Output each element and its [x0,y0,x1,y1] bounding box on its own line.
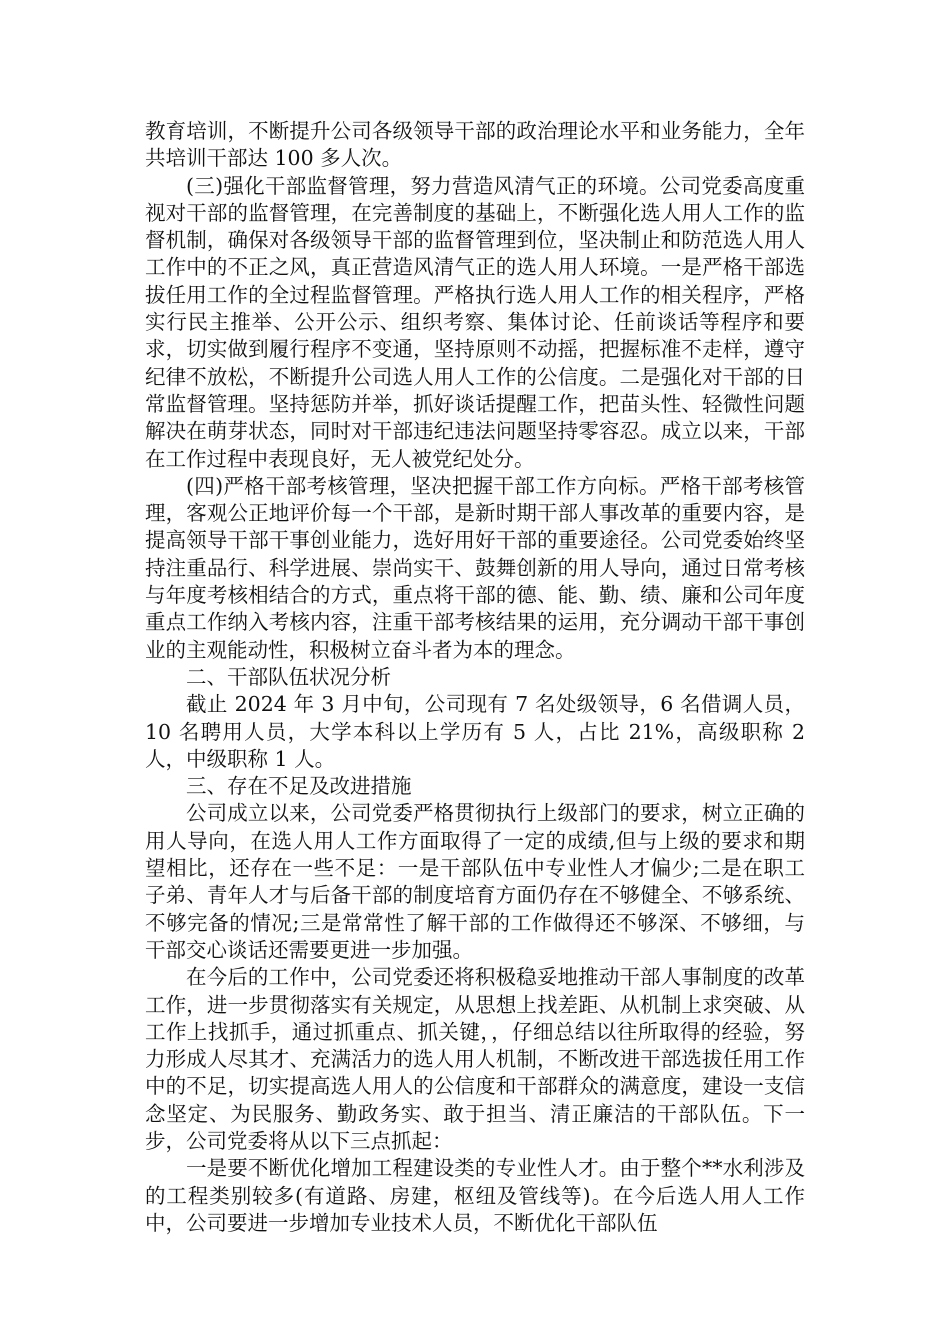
section-heading-team-analysis: 二、干部队伍状况分析 [186,664,391,689]
paragraph-training: 教育培训，不断提升公司各级领导干部的政治理论水平和业务能力，全年共培训干部达 100 多人次。 [145,119,805,171]
paragraph-team-stats: 截止 2024 年 3 月中旬，公司现有 7 名处级领导，6 名借调人员，10 名聘用人员，大学本科以上学历有 5 人，占比 21%，高级职称 2 人，中级职称 1 人。 [145,692,805,771]
paragraph-assessment: (四)严格干部考核管理，坚决把握干部工作方向标。严格干部考核管理，客观公正地评价每一个干部，是新时期干部人事改革的重要内容，是提高领导干部干事创业能力，选好用好干部的重要途径。公司党委始终坚持注重品行、科学进展、崇尚实干、鼓舞创新的用人导向，通过日常考核与年度考核相结合的方式，重点将干部的德、能、勤、绩、廉和公司年度重点工作纳入考核内容，注重干部考核结果的运用，充分调动干部干事创业的主观能动性，积极树立奋斗者为本的理念。 [145,473,805,662]
paragraph-supervision: (三)强化干部监督管理，努力营造风清气正的环境。公司党委高度重视对干部的监督管理，在完善制度的基础上，不断强化选人用人工作的监督机制，确保对各级领导干部的监督管理到位，坚决制止和防范选人用人工作中的不正之风，真正营造风清气正的选人用人环境。一是严格干部选拔任用工作的全过程监督管理。严格执行选人用人工作的相关程序，严格实行民主推举、公开公示、组织考察、集体讨论、任前谈话等程序和要求，切实做到履行程序不变通，坚持原则不动摇，把握标准不走样，遵守纪律不放松，不断提升公司选人用人工作的公信度。二是强化对干部的日常监督管理。坚持惩防并举，抓好谈话提醒工作，把苗头性、轻微性问题解决在萌芽状态，同时对干部违纪违法问题坚持零容忍。成立以来，干部在工作过程中表现良好，无人被党纪处分。 [145,173,805,471]
paragraph-shortcomings: 公司成立以来，公司党委严格贯彻执行上级部门的要求，树立正确的用人导向，在选人用人工作方面取得了一定的成绩,但与上级的要求和期望相比，还存在一些不足：一是干部队伍中专业性人才偏少;二是在职工子弟、青年人才与后备干部的制度培育方面仍存在不够健全、不够系统、不够完备的情况;三是常常性了解干部的工作做得还不够深、不够细，与干部交心谈话还需要更进一步加强。 [145,801,805,962]
paragraph-future-work: 在今后的工作中，公司党委还将积极稳妥地推动干部人事制度的改革工作，进一步贯彻落实有关规定，从思想上找差距、从机制上求突破、从工作上找抓手，通过抓重点、抓关键，，仔细总结以往所取得的经验，努力形成人尽其才、充满活力的选人用人机制，不断改进干部选拔任用工作中的不足，切实提高选人用人的公信度和干部群众的满意度，建设一支信念坚定、为民服务、勤政务实、敢于担当、清正廉洁的干部队伍。下一步，公司党委将从以下三点抓起： [145,965,805,1153]
section-heading-shortcomings: 三、存在不足及改进措施 [186,774,412,799]
document-body [145,118,805,1237]
paragraph-measure-one: 一是要不断优化增加工程建设类的专业性人才。由于整个**水利涉及的工程类别较多(有道路、房建，枢纽及管线等)。在今后选人用人工作中，公司要进一步增加专业技术人员，不断优化干部队伍 [145,1156,805,1235]
